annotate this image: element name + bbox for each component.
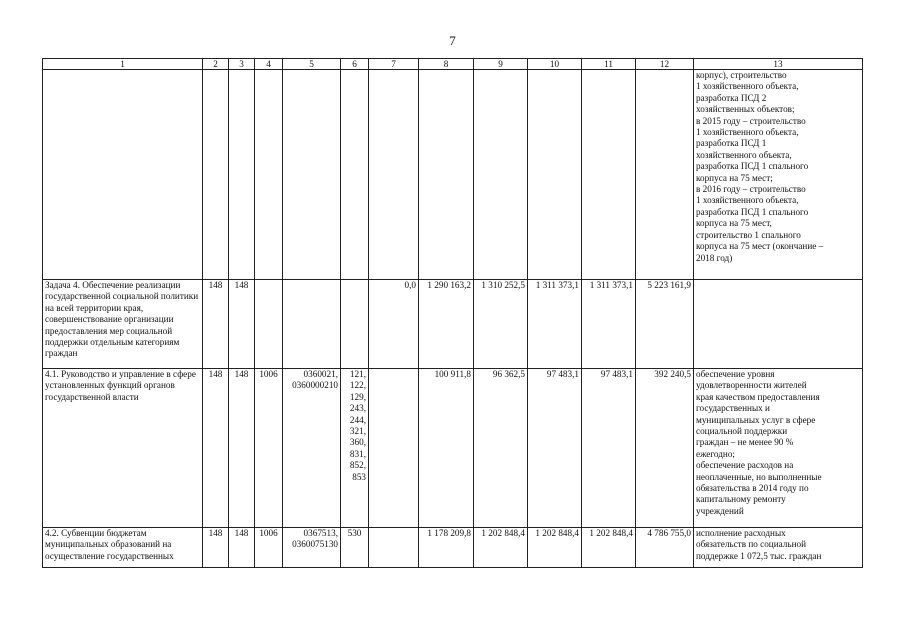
cell: 1006 (255, 528, 283, 568)
column-header: 13 (694, 59, 863, 70)
cell-amount: 1 311 373,1 (582, 280, 636, 369)
cell-result: исполнение расходных обязательств по социальной поддержке 1 072,5 тыс. граждан (694, 528, 863, 568)
cell-amount (369, 528, 419, 568)
cell (229, 70, 255, 280)
cell-target-article: 0360021, 0360000210 (283, 369, 341, 528)
cell-amount: 100 911,8 (419, 369, 474, 528)
column-header: 5 (283, 59, 341, 70)
column-header: 9 (474, 59, 528, 70)
cell-amount: 1 310 252,5 (474, 280, 528, 369)
column-header: 6 (341, 59, 369, 70)
cell: 148 (229, 369, 255, 528)
cell-amount: 96 362,5 (474, 369, 528, 528)
cell (255, 280, 283, 369)
cell-amount: 1 202 848,4 (528, 528, 582, 568)
cell: 1006 (255, 369, 283, 528)
column-header: 1 (43, 59, 203, 70)
cell-target-article: 0367513, 0360075130 (283, 528, 341, 568)
cell: 148 (229, 528, 255, 568)
cell (341, 70, 369, 280)
table-row (43, 369, 863, 528)
cell-name (43, 70, 203, 280)
column-header: 12 (636, 59, 694, 70)
table-row (43, 528, 863, 568)
cell (341, 280, 369, 369)
cell (528, 70, 582, 280)
page-number: 7 (449, 33, 456, 48)
cell-amount: 97 483,1 (528, 369, 582, 528)
cell-amount: 1 311 373,1 (528, 280, 582, 369)
cell: 148 (203, 528, 229, 568)
cell-expense-type: 530 (341, 528, 369, 568)
cell-amount: 1 202 848,4 (474, 528, 528, 568)
table-row (43, 70, 863, 280)
column-header: 7 (369, 59, 419, 70)
cell: 148 (229, 280, 255, 369)
column-header: 8 (419, 59, 474, 70)
cell (369, 70, 419, 280)
cell-name: Задача 4. Обеспечение реализации государственной социальной политики на всей территории края, совершенствование организации предоставления мер социальной поддержки отдельным категориям граждан (43, 280, 203, 369)
cell-name: 4.2. Субвенции бюджетам муниципальных образований на осуществление государственных (43, 528, 203, 568)
cell (283, 70, 341, 280)
column-header: 4 (255, 59, 283, 70)
budget-table (42, 58, 863, 568)
column-header: 2 (203, 59, 229, 70)
cell-amount (369, 369, 419, 528)
cell (636, 70, 694, 280)
cell-amount: 97 483,1 (582, 369, 636, 528)
cell-result: корпус), строительство 1 хозяйственного объекта, разработка ПСД 2 хозяйственных объектов; в 2015 году – строительство 1 хозяйственного объекта, разработка ПСД 1 хозяйственного объекта, разработка ПСД 1 спального корпуса на 75 мест; в 2016 году – строительство 1 хозяйственного объекта, разработка ПСД 1 спального корпуса на 75 мест, строительство 1 спального корпуса на 75 мест (окончание – 2018 год) (694, 70, 863, 280)
cell (419, 70, 474, 280)
column-header: 3 (229, 59, 255, 70)
cell-amount: 5 223 161,9 (636, 280, 694, 369)
cell-amount: 1 202 848,4 (582, 528, 636, 568)
cell: 148 (203, 280, 229, 369)
cell: 148 (203, 369, 229, 528)
column-header: 10 (528, 59, 582, 70)
column-header: 11 (582, 59, 636, 70)
cell-amount: 4 786 755,0 (636, 528, 694, 568)
cell-result: обеспечение уровня удовлетворенности жителей края качеством предоставления государственных и муниципальных услуг в сфере социальной поддержки граждан – не менее 90 % ежегодно; обеспечение расходов на неоплаченные, но выполненные обязательства в 2014 году по капитальному ремонту учреждений (694, 369, 863, 528)
cell-amount: 1 290 163,2 (419, 280, 474, 369)
cell (203, 70, 229, 280)
cell-result (694, 280, 863, 369)
table-row (43, 280, 863, 369)
cell-amount: 392 240,5 (636, 369, 694, 528)
cell-name: 4.1. Руководство и управление в сфере установленных функций органов государственной власти (43, 369, 203, 528)
cell (255, 70, 283, 280)
cell (283, 280, 341, 369)
cell-amount: 1 178 209,8 (419, 528, 474, 568)
table-header-row (43, 59, 863, 70)
cell-amount: 0,0 (369, 280, 419, 369)
cell (474, 70, 528, 280)
cell-expense-type: 121, 122, 129, 243, 244, 321, 360, 831, 852, 853 (341, 369, 369, 528)
cell (582, 70, 636, 280)
